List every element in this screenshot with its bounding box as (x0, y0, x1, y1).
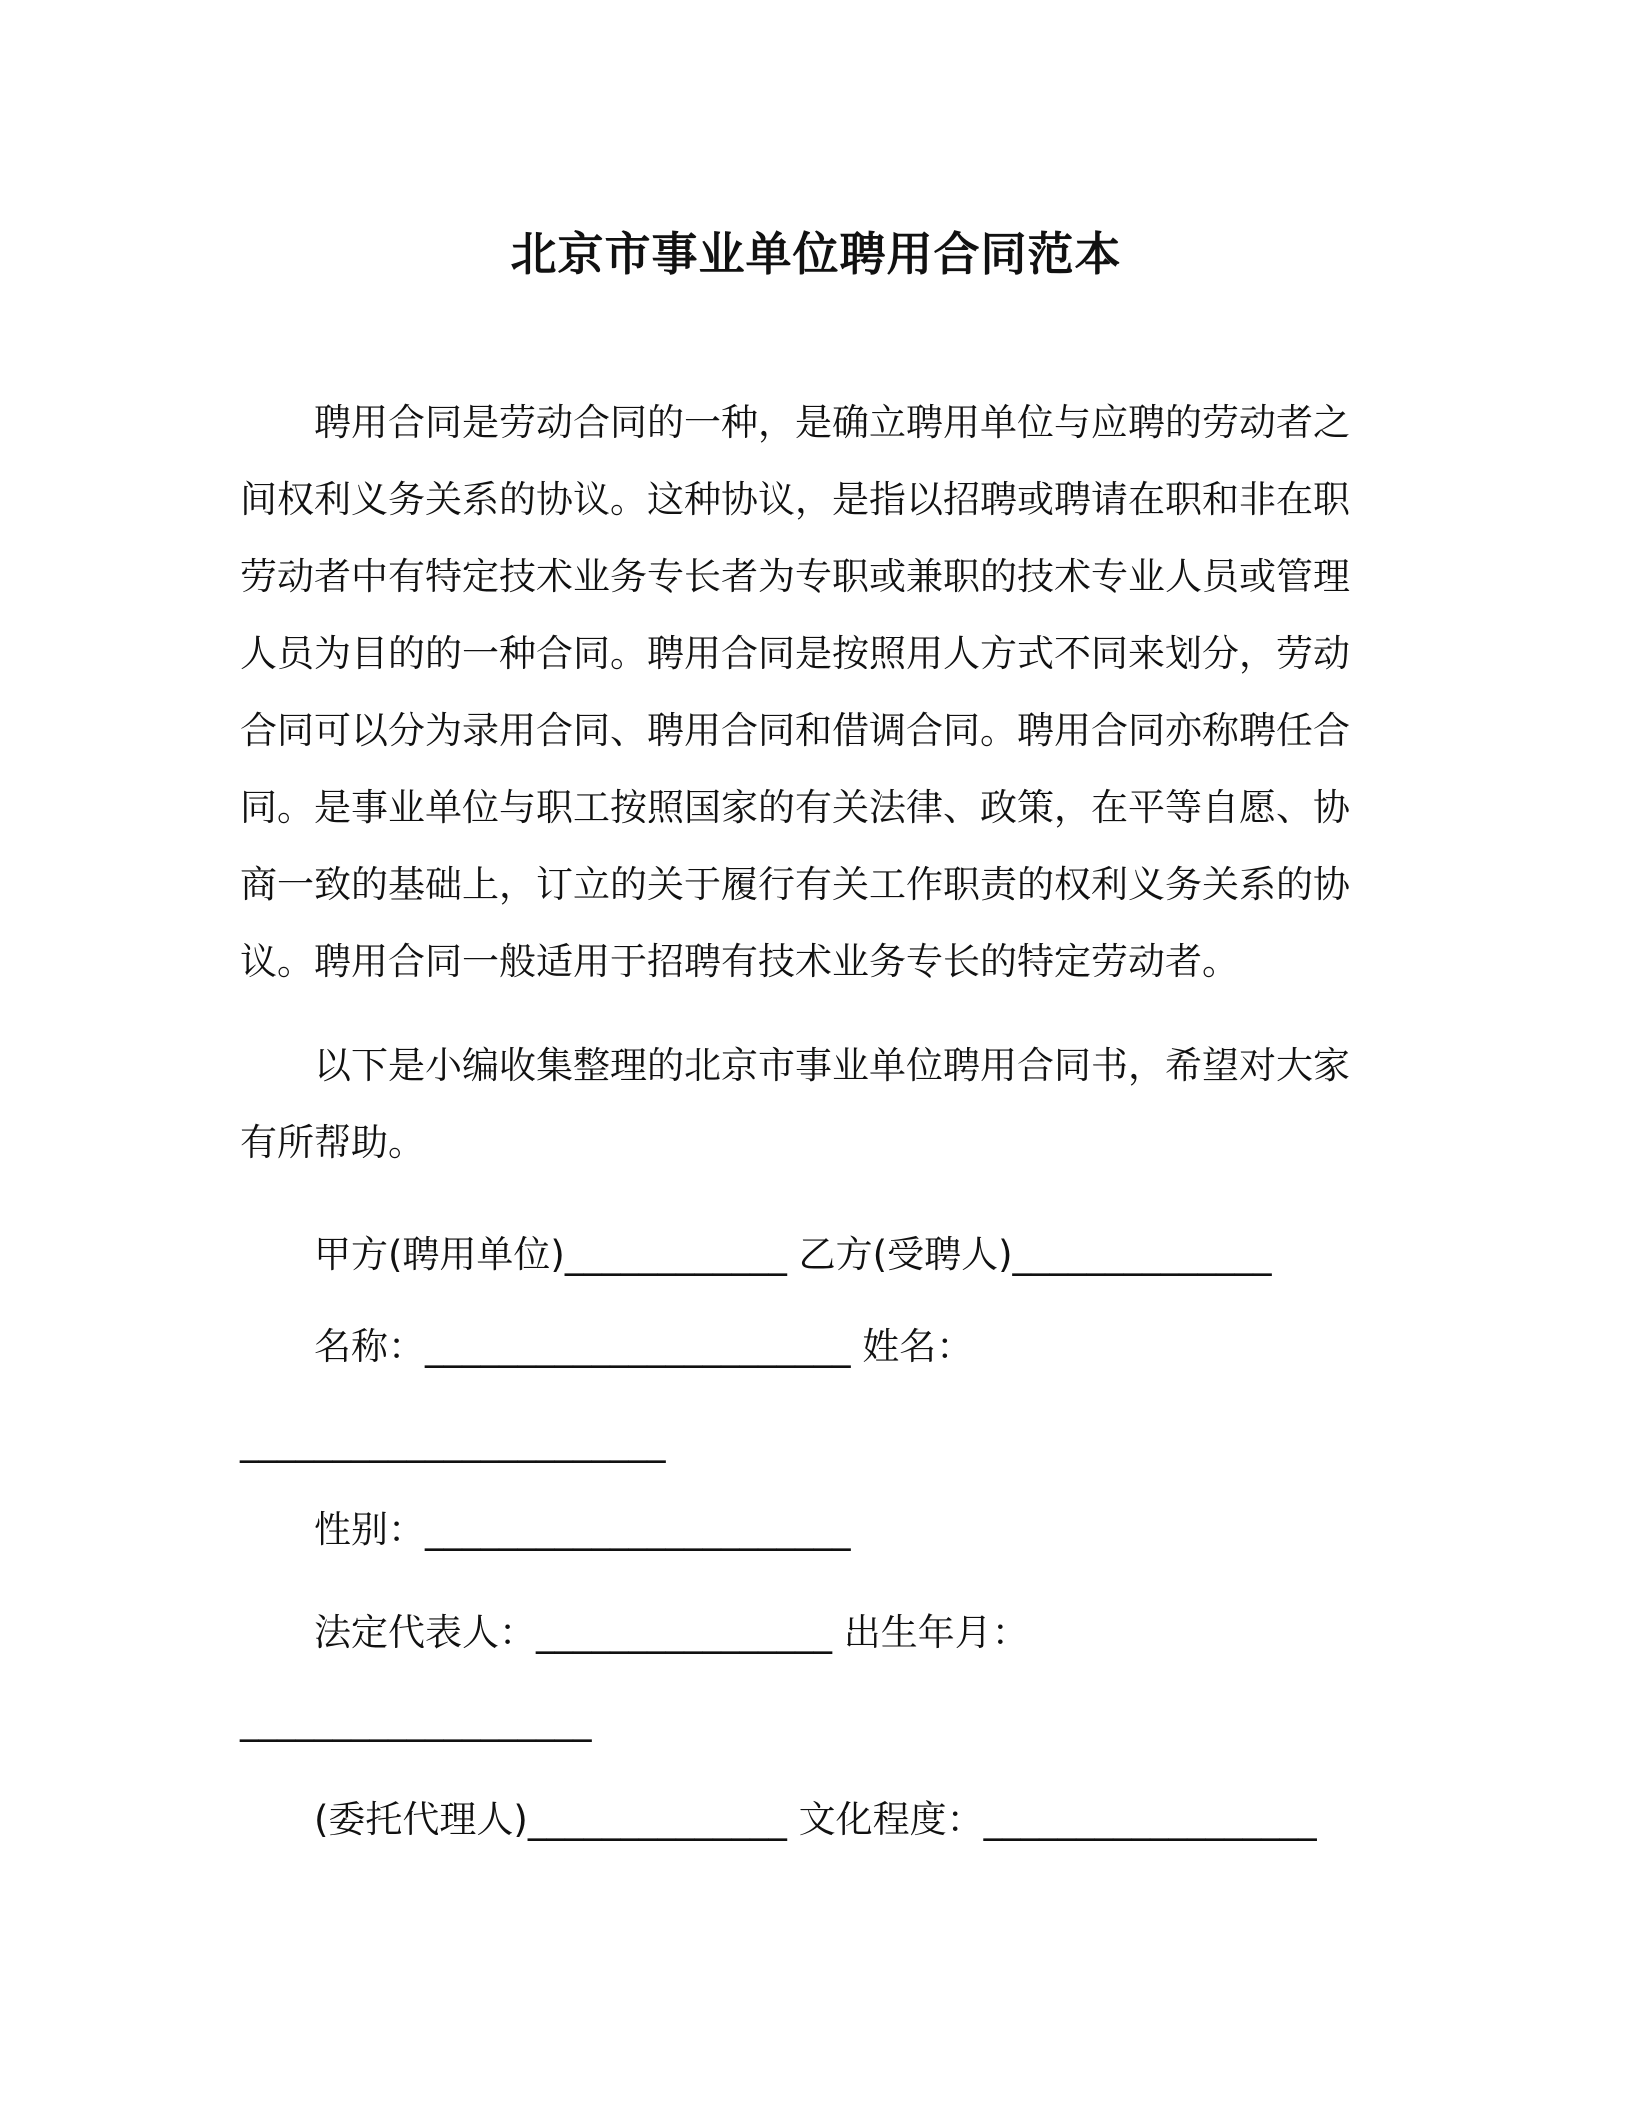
birth-continuation-line: ___________________ (240, 1699, 592, 1742)
gender-line: 性别：_______________________ (314, 1508, 851, 1551)
agent-education-line: (委托代理人)______________ 文化程度：__________________ (314, 1798, 1317, 1841)
legal-representative-line: 法定代表人：________________ 出生年月： (314, 1611, 1029, 1654)
intro-paragraph: 聘用合同是劳动合同的一种，是确立聘用单位与应聘的劳动者之间权利义务关系的协议。这种协议，是指以招聘或聘请在职和非在职劳动者中有特定技术业务专长者为专职或兼职的技术专业人员或管理人员为目的的一种合同。聘用合同是按照用人方式不同来划分，劳动合同可以分为录用合同、聘用合同和借调合同。聘用合同亦称聘任合同。是事业单位与职工按照国家的有关法律、政策，在平等自愿、协商一致的基础上，订立的关于履行有关工作职责的权利义务关系的协议。聘用合同一般适用于招聘有技术业务专长的特定劳动者。 (240, 401, 1350, 983)
document-title: 北京市事业单位聘用合同范本 (510, 227, 1122, 281)
name-line: 名称：_______________________ 姓名： (314, 1325, 974, 1368)
name-continuation-line: _______________________ (240, 1420, 666, 1463)
party-line: 甲方(聘用单位)____________ 乙方(受聘人)______________ (314, 1233, 1272, 1276)
summary-paragraph: 以下是小编收集整理的北京市事业单位聘用合同书，希望对大家有所帮助。 (240, 1044, 1350, 1164)
